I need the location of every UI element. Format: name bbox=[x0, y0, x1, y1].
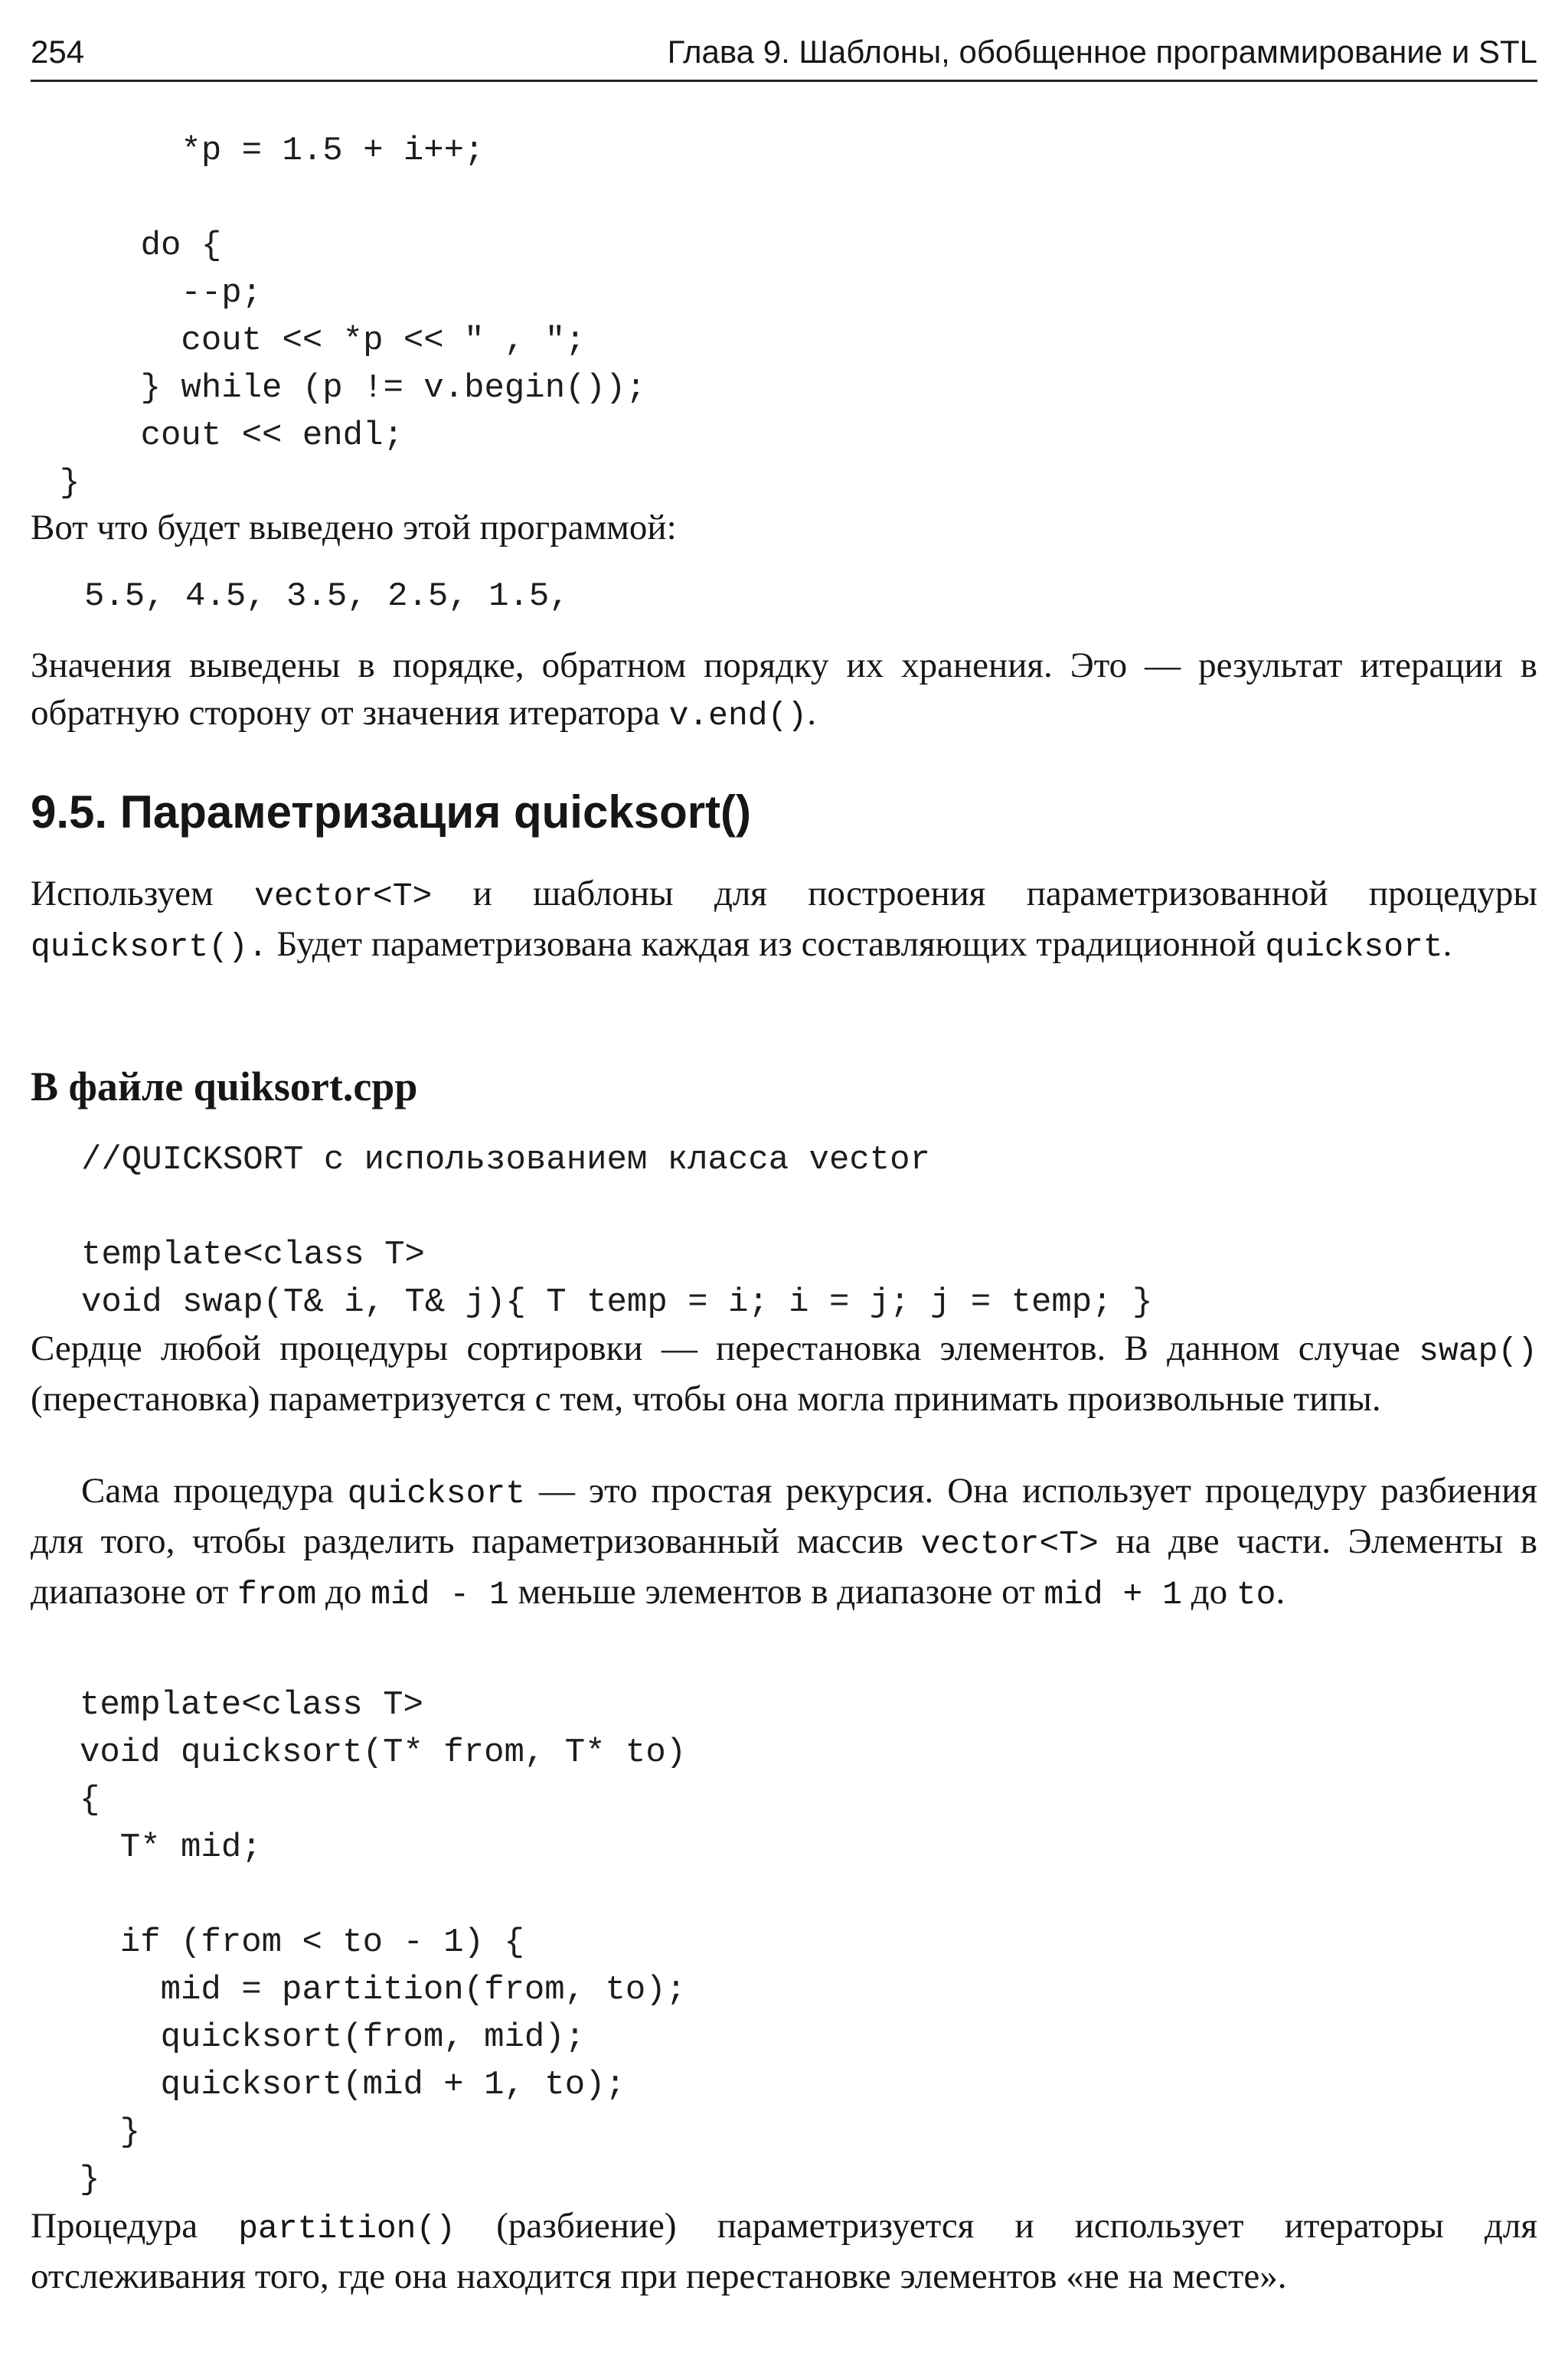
code-line: cout << *p << " , "; bbox=[60, 322, 586, 360]
text-run: и шаблоны для построения параметризованной процедуры bbox=[432, 874, 1537, 913]
text-run: до bbox=[1181, 1572, 1236, 1612]
inline-code: quicksort bbox=[347, 1475, 526, 1512]
inline-code: v.end() bbox=[668, 697, 808, 734]
code-line: if (from < to - 1) { bbox=[80, 1923, 524, 1962]
file-heading: В файле quiksort.cpp bbox=[31, 1064, 418, 1109]
text-run: Сердце любой процедуры сортировки — перестановка элементов. В данном случае bbox=[31, 1328, 1419, 1368]
page-header bbox=[31, 31, 1537, 82]
inline-code: mid + 1 bbox=[1044, 1576, 1182, 1613]
text-run: (разбиение) параметризуется и использует итераторы для отслеживания того, где она находится при перестановке элементов «не на месте». bbox=[31, 2206, 1538, 2296]
code-line: template<class T> bbox=[81, 1236, 425, 1274]
inline-code: to bbox=[1236, 1576, 1276, 1613]
code-line: quicksort(mid + 1, to); bbox=[80, 2066, 626, 2104]
text-run: Значения выведены в порядке, обратном порядку их хранения. Это — результат итерации в обратную сторону от значения итератора bbox=[31, 645, 1537, 733]
text-run: . bbox=[1276, 1572, 1285, 1612]
code-line: *p = 1.5 + i++; bbox=[60, 132, 485, 170]
paragraph-output-intro: Вот что будет выведено этой программой: bbox=[31, 508, 677, 547]
text-run: (перестановка) параметризуется с тем, чтобы она могла принимать произвольные типы. bbox=[31, 1379, 1381, 1419]
inline-code: vector<T> bbox=[920, 1525, 1099, 1563]
code-line: } while (p != v.begin()); bbox=[60, 369, 646, 407]
code-line: do { bbox=[60, 227, 222, 265]
inline-code: mid - 1 bbox=[371, 1576, 509, 1613]
running-title: Глава 9. Шаблоны, обобщенное программирование и STL bbox=[667, 34, 1537, 70]
code-line: } bbox=[80, 2113, 141, 2152]
text-run: . bbox=[807, 693, 816, 733]
text-run: Используем bbox=[31, 874, 255, 913]
code-line: } bbox=[80, 2161, 100, 2199]
code-output: 5.5, 4.5, 3.5, 2.5, 1.5, bbox=[84, 577, 570, 616]
code-line: mid = partition(from, to); bbox=[80, 1971, 687, 2009]
code-listing-top bbox=[60, 127, 646, 507]
text-run: — это простая рекурсия. Она использует процедуру разбиения для того, чтобы разделить параметризованный массив bbox=[31, 1471, 1538, 1561]
code-line: T* mid; bbox=[80, 1828, 262, 1867]
inline-code: swap() bbox=[1419, 1332, 1537, 1370]
inline-code: quicksort bbox=[1265, 928, 1443, 966]
code-line: void swap(T& i, T& j){ T temp = i; i = j; j = temp; } bbox=[81, 1283, 1153, 1322]
text-run: меньше элементов в диапазоне от bbox=[508, 1572, 1044, 1612]
text-run: Процедура bbox=[31, 2206, 239, 2246]
paragraph-recursion bbox=[31, 1467, 1537, 1619]
paragraph-partition bbox=[31, 2202, 1537, 2300]
code-line: { bbox=[80, 1781, 100, 1819]
text-run: Сама процедура bbox=[81, 1471, 348, 1511]
code-line: template<class T> bbox=[80, 1686, 423, 1724]
code-listing-quicksort bbox=[80, 1681, 686, 2204]
text-run: на две части. Элементы в диапазоне от bbox=[31, 1521, 1537, 1612]
inline-code: vector<T> bbox=[254, 877, 433, 915]
text-run: до bbox=[316, 1572, 371, 1612]
code-listing-swap bbox=[81, 1136, 1152, 1326]
paragraph-reverse-order bbox=[31, 642, 1537, 740]
section-heading: 9.5. Параметризация quicksort() bbox=[31, 786, 752, 838]
paragraph-quicksort-intro bbox=[31, 870, 1537, 971]
paragraph-swap bbox=[31, 1325, 1537, 1423]
page-number: 254 bbox=[31, 34, 85, 70]
code-line: cout << endl; bbox=[60, 417, 403, 455]
inline-code: partition() bbox=[238, 2210, 456, 2247]
code-line: } bbox=[60, 464, 80, 502]
code-line: quicksort(from, mid); bbox=[80, 2018, 586, 2057]
inline-code: quicksort(). bbox=[31, 928, 268, 966]
code-line: //QUICKSORT с использованием класса vector bbox=[81, 1141, 930, 1179]
text-run: Будет параметризована каждая из составляющих традиционной bbox=[267, 924, 1266, 964]
inline-code: from bbox=[237, 1576, 317, 1613]
text-run: . bbox=[1442, 924, 1452, 964]
code-line: void quicksort(T* from, T* to) bbox=[80, 1734, 687, 1772]
code-line: --p; bbox=[60, 274, 263, 312]
